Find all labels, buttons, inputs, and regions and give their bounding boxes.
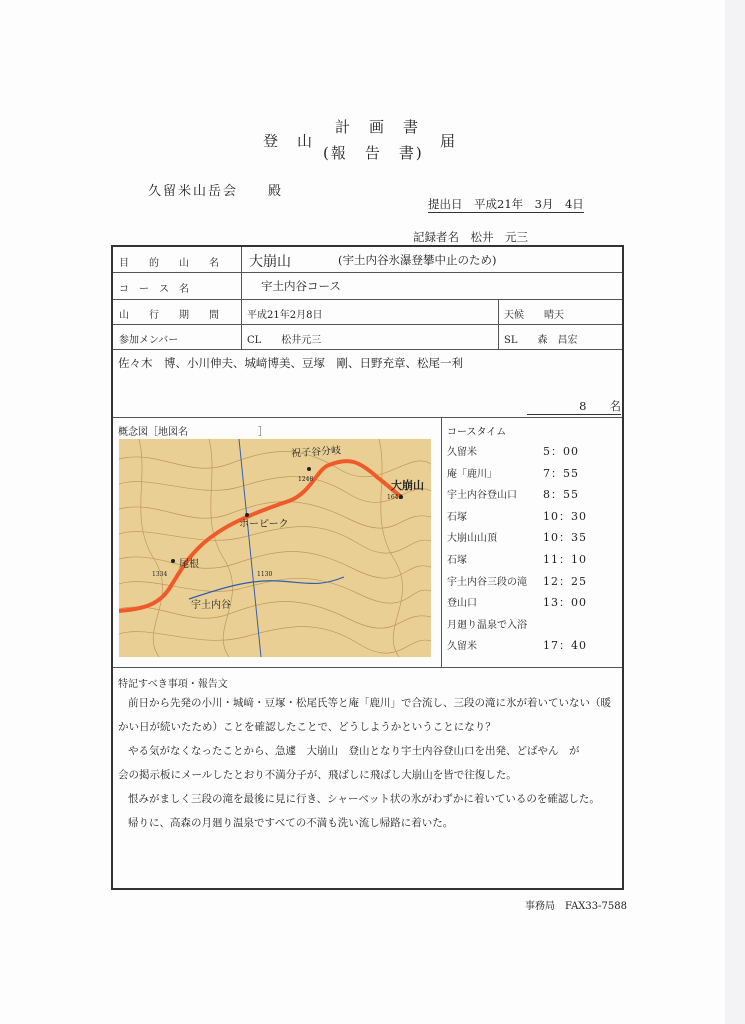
period-label: 山 行 期 間	[119, 310, 219, 321]
map-label-curve: ホーピーク	[239, 519, 289, 530]
footer-fax: 事務局 FAX33-7588	[525, 901, 627, 912]
course-label: コ ー ス 名	[119, 284, 189, 295]
purpose-label: 目 的 山 名	[119, 258, 219, 269]
purpose-note: (宇土内谷氷瀑登攀中止のため)	[338, 253, 497, 267]
sub-leader: SL 森 昌宏	[504, 335, 578, 346]
report-line: やる気がなくなったことから、急遽 大崩山 登山となり宇土内谷登山口を出発、どばやん が	[128, 745, 580, 757]
members-list: 佐々木 博、小川伸夫、城﨑博美、豆塚 剛、日野充章、松尾一利	[118, 356, 463, 370]
report-line: 帰りに、高森の月廻り温泉ですべての不満も洗い流し帰路に着いた。	[128, 817, 454, 829]
map-label-junction: 祝子谷分岐	[290, 445, 342, 460]
weather: 天候 晴天	[504, 310, 564, 321]
course-time-time: 7：55	[543, 466, 579, 480]
course-time-row	[447, 508, 623, 530]
course-time-row	[447, 529, 623, 551]
course-time-time: 17：40	[543, 639, 587, 653]
course-time-list	[447, 443, 623, 659]
title-left: 登 山	[263, 132, 315, 150]
topo-map	[119, 439, 431, 657]
map-label-summit: 大崩山	[391, 479, 424, 492]
course-time-time: 10：30	[543, 509, 587, 523]
addressee: 久留米山岳会 殿	[148, 184, 284, 199]
title-right: 届	[440, 132, 458, 150]
course-time-time: 13：00	[543, 596, 587, 610]
course-time-row	[447, 551, 623, 573]
course-time-time: 5：00	[543, 445, 579, 458]
course-time-row	[447, 637, 623, 659]
member-count: 8 名	[527, 398, 621, 415]
title-bottom: (報 告 書)	[323, 144, 424, 162]
course-time-row	[447, 573, 623, 595]
course-time-row	[447, 465, 623, 487]
submit-date: 提出日 平成21年 3月 4日	[428, 197, 584, 211]
map-elev-1643: 1643	[387, 494, 403, 501]
purpose-value: 大崩山	[249, 254, 291, 270]
course-time-row	[447, 486, 623, 508]
map-label-valley: 宇土内谷	[191, 600, 231, 611]
course-time-row	[447, 594, 623, 616]
course-time-row	[447, 443, 623, 465]
course-time-place: 月廻り温泉で入浴	[447, 619, 527, 631]
course-time-title: コースタイム	[447, 427, 507, 438]
course-time-time: 8：55	[543, 488, 579, 502]
course-time-place: 宇土内谷三段の滝	[447, 576, 527, 588]
period-value: 平成21年2月8日	[247, 310, 323, 321]
course-time-place: 久留米	[447, 447, 477, 458]
members-label: 参加メンバー	[119, 335, 179, 346]
chief-leader: CL 松井元三	[247, 335, 322, 346]
course-time-row	[447, 616, 623, 638]
course-time-place: 石塚	[447, 554, 467, 566]
report-line: かい日が続いたため）ことを確認したことで、どうしようかということになり？	[118, 721, 496, 733]
course-time-place: 庵「鹿川」	[447, 468, 497, 480]
map-elev-1334: 1334	[152, 571, 168, 578]
map-elev-1248: 1248	[298, 476, 314, 483]
course-time-time: 12：25	[543, 574, 587, 588]
map-label: 概念図［地図名 ］	[118, 427, 268, 438]
map-label-ridge: 尾根	[179, 559, 199, 570]
topo-map-graphic	[119, 439, 431, 657]
course-time-place: 登山口	[447, 598, 477, 610]
report-line: 会の掲示板にメールしたとおり不満分子が、飛ばしに飛ばし大崩山を皆で往復した。	[118, 769, 517, 781]
map-elev-1130: 1130	[257, 571, 273, 578]
title-top: 計 画 書	[335, 118, 421, 136]
course-time-place: 宇土内谷登山口	[447, 490, 517, 502]
form-table	[111, 245, 624, 890]
recorder-name: 記録者名 松井 元三	[413, 229, 602, 246]
report-line: 前日から先発の小川・城﨑・豆塚・松尾氏等と庵「鹿川」で合流し、三段の滝に氷が着いていない（暖	[128, 697, 611, 709]
course-time-place: 石塚	[447, 511, 467, 523]
course-time-place: 久留米	[447, 641, 477, 653]
course-time-time: 11：10	[543, 552, 587, 566]
report-title: 特記すべき事項・報告文	[118, 679, 228, 690]
course-time-time: 10：35	[543, 531, 587, 545]
report-body	[118, 695, 618, 839]
course-value: 宇土内谷コース	[261, 279, 341, 293]
report-line: 恨みがましく三段の滝を最後に見に行き、シャーベット状の氷がわずかに着いているのを確認した。	[128, 793, 600, 805]
course-time-place: 大崩山山頂	[447, 533, 497, 545]
